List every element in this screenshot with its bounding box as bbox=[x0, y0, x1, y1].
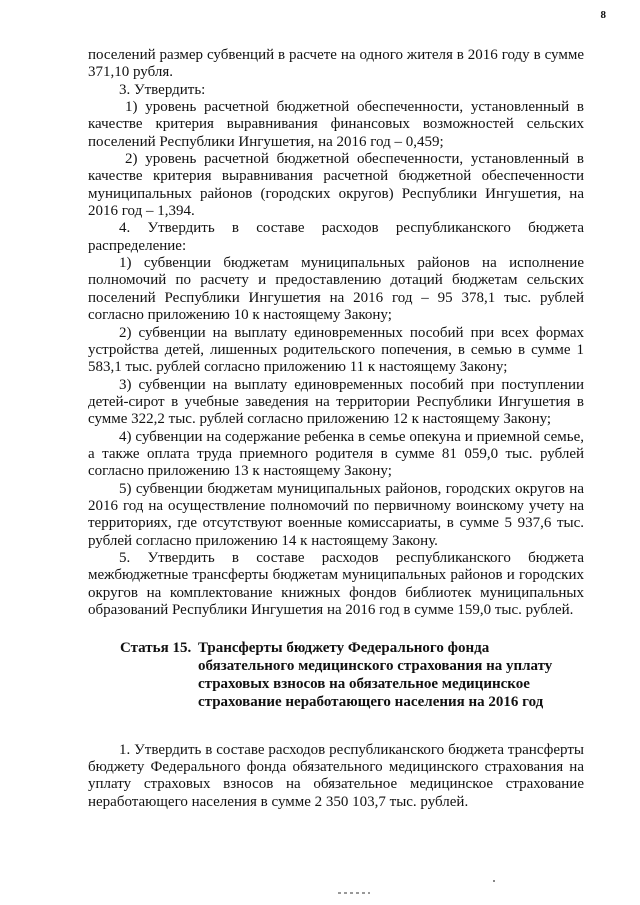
article-heading bbox=[88, 640, 584, 711]
paragraph: 1) уровень расчетной бюджетной обеспеченности, установленный в качестве критерия выравнивания финансовых возможностей сельских поселений Республики Ингушетия, на 2016 год – 0,459; bbox=[88, 99, 584, 150]
article-title: Трансферты бюджету Федерального фонда обязательного медицинского страхования на уплату страховых взносов на обязательное медицинское страхование неработающего населения на 2016 год bbox=[198, 640, 553, 710]
paragraph: 2) уровень расчетной бюджетной обеспеченности, установленный в качестве критерия выравнивания расчетной бюджетной обеспеченности муниципальных районов (городских округов) Республики Ингушетия, на 2016 год – 1,394. bbox=[88, 151, 584, 220]
article-label: Статья 15. bbox=[120, 640, 192, 657]
paragraph: поселений размер субвенций в расчете на одного жителя в 2016 году в сумме 371,10 рубля. bbox=[88, 47, 584, 81]
paragraph: 4) субвенции на содержание ребенка в семье опекуна и приемной семье, а также оплата труда приемного родителя в сумме 81 059,0 тыс. рублей согласно приложению 13 к настоящему Закону; bbox=[88, 428, 584, 480]
paragraph: 1. Утвердить в составе расходов республиканского бюджета трансферты бюджету Федерального фонда обязательного медицинского страхования на уплату страховых взносов на обязательное медицинское страхование неработающего населения в сумме 2 350 103,7 тыс. рублей. bbox=[88, 741, 584, 810]
paragraph: 4. Утвердить в составе расходов республиканского бюджета распределение: bbox=[88, 220, 584, 254]
paragraph: 5. Утвердить в составе расходов республиканского бюджета межбюджетные трансферты бюджетам муниципальных районов и городских округов на комплектование книжных фондов библиотек муниципальных образований Республики Ингушетия на 2016 год в сумме 159,0 тыс. рублей. bbox=[88, 549, 584, 618]
document-body bbox=[88, 47, 584, 811]
paragraph: 3. Утвердить: bbox=[119, 81, 206, 98]
scan-dot bbox=[493, 880, 495, 882]
page-number: 8 bbox=[600, 9, 606, 21]
paragraph: 5) субвенции бюджетам муниципальных районов, городских округов на 2016 год на осуществление полномочий по первичному воинскому учету на территориях, где отсутствуют военные комиссариаты, в сумме 5 937,6 тыс. рублей согласно приложению 14 к настоящему Закону. bbox=[88, 480, 584, 549]
paragraph: 2) субвенции на выплату единовременных пособий при всех формах устройства детей, лишенных родительского попечения, в семью в сумме 1 583,1 тыс. рублей согласно приложению 11 к настоящему Закону; bbox=[88, 324, 584, 376]
paragraph: 1) субвенции бюджетам муниципальных районов на исполнение полномочий по расчету и предоставлению дотаций бюджетам сельских поселений Республики Ингушетия на 2016 год – 95 378,1 тыс. рублей согласно приложению 10 к настоящему Закону; bbox=[88, 255, 584, 324]
footer-scan-mark bbox=[338, 892, 370, 894]
paragraph: 3) субвенции на выплату единовременных пособий при поступлении детей-сирот в учебные заведения на территории Республики Ингушетия в сумме 322,2 тыс. рублей согласно приложению 12 к настоящему Закону; bbox=[88, 376, 584, 428]
